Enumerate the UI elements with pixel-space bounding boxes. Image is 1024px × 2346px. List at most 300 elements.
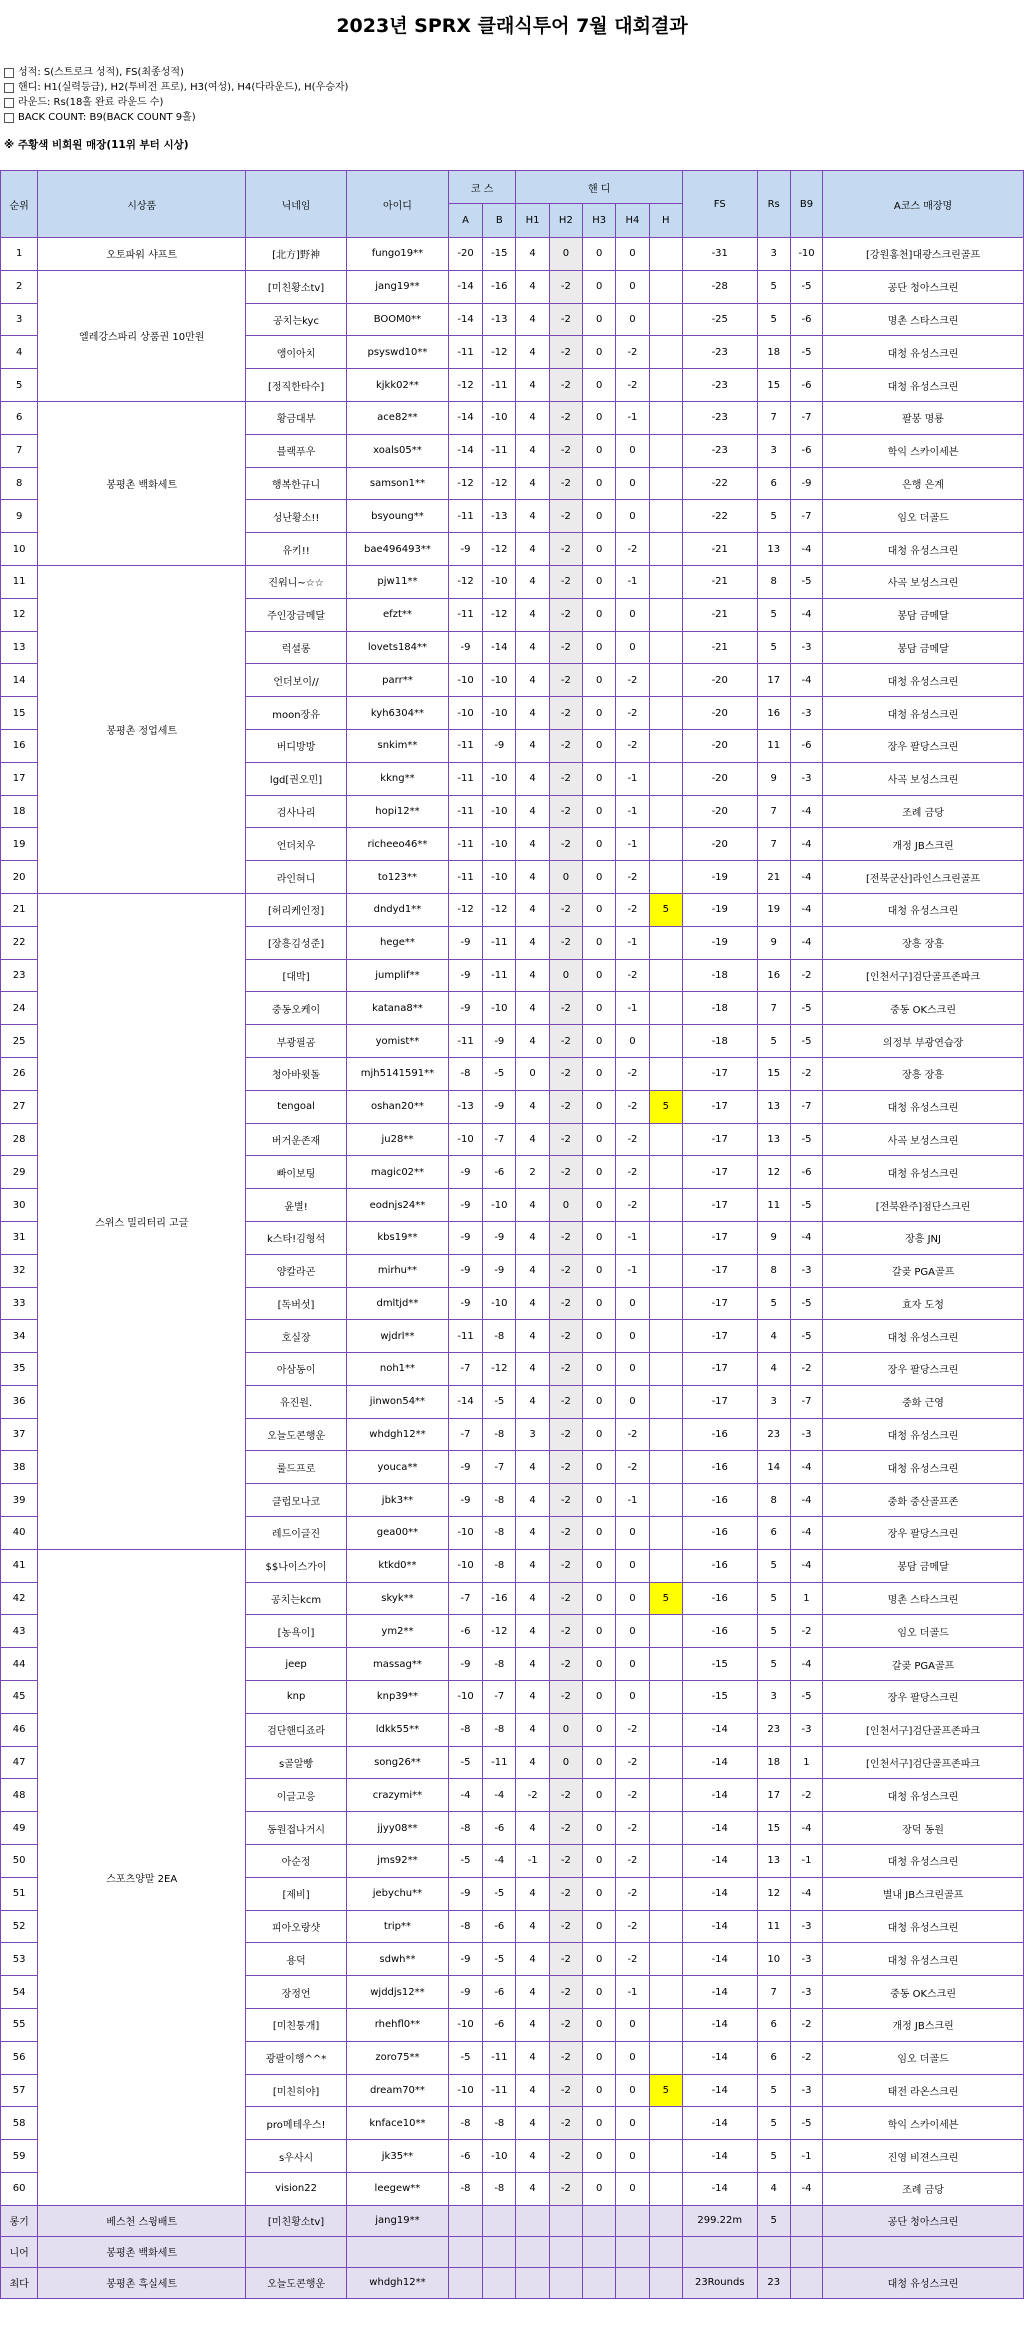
fs-cell: -15	[682, 1681, 757, 1714]
h-cell	[649, 1254, 682, 1287]
rs-cell: 12	[757, 1877, 790, 1910]
a-cell: -9	[448, 1189, 482, 1222]
b9-cell: -3	[790, 697, 822, 730]
b9-cell: -4	[790, 664, 822, 697]
h1-cell: 4	[516, 434, 549, 467]
id-cell: ju28**	[347, 1123, 449, 1156]
fs-cell: -16	[682, 1582, 757, 1615]
b-cell: -10	[483, 1189, 516, 1222]
legend-note-round	[4, 95, 1024, 110]
header-rs: Rs	[757, 171, 790, 238]
b-cell: -9	[483, 1090, 516, 1123]
h2-cell: -2	[549, 1681, 582, 1714]
h3-cell: 0	[583, 270, 616, 303]
h4-cell: 0	[616, 2140, 649, 2173]
h2-cell: -2	[549, 664, 582, 697]
rs-cell: 13	[757, 1123, 790, 1156]
h3-cell: 0	[583, 1681, 616, 1714]
h3-cell: 0	[583, 565, 616, 598]
store-cell: 갈곶 PGA골프	[823, 1254, 1024, 1287]
h2-cell: -2	[549, 565, 582, 598]
a-cell: -7	[448, 1418, 482, 1451]
id-cell: oshan20**	[347, 1090, 449, 1123]
id-cell: kbs19**	[347, 1221, 449, 1254]
rs-cell: 23	[757, 2267, 790, 2298]
id-cell: kkng**	[347, 762, 449, 795]
h3-cell: 0	[583, 1254, 616, 1287]
rank-cell: 43	[1, 1615, 38, 1648]
h1-cell: 4	[516, 1746, 549, 1779]
notice-text: ※ 주황색 비회원 매장(11위 부터 시상)	[4, 139, 189, 151]
rs-cell: 6	[757, 1517, 790, 1550]
h4-cell: 0	[616, 1287, 649, 1320]
prize-cell: 봉평촌 정업세트	[38, 565, 246, 893]
h1-cell: 4	[516, 1812, 549, 1845]
h3-cell: 0	[583, 1484, 616, 1517]
fs-cell: -22	[682, 500, 757, 533]
h3-cell	[583, 2205, 616, 2236]
h1-cell: 4	[516, 1615, 549, 1648]
nickname-cell: [제비]	[246, 1877, 347, 1910]
b9-cell: -3	[790, 631, 822, 664]
a-cell: -10	[448, 1123, 482, 1156]
rank-cell: 58	[1, 2107, 38, 2140]
fs-cell: -14	[682, 2041, 757, 2074]
b-cell: -10	[483, 992, 516, 1025]
h3-cell: 0	[583, 434, 616, 467]
fs-cell: -20	[682, 664, 757, 697]
a-cell: -11	[448, 500, 482, 533]
id-cell: dream70**	[347, 2074, 449, 2107]
h4-cell	[616, 2205, 649, 2236]
rank-cell: 15	[1, 697, 38, 730]
header-store: A코스 매장명	[823, 171, 1024, 238]
rs-cell: 4	[757, 1320, 790, 1353]
b-cell: -5	[483, 1385, 516, 1418]
h2-cell: -2	[549, 303, 582, 336]
rank-cell: 8	[1, 467, 38, 500]
store-cell: 대청 유성스크린	[823, 1943, 1024, 1976]
h1-cell: -2	[516, 1779, 549, 1812]
h-cell	[649, 467, 682, 500]
b-cell	[483, 2205, 516, 2236]
id-cell: ace82**	[347, 401, 449, 434]
h1-cell: 4	[516, 1549, 549, 1582]
h-cell	[649, 434, 682, 467]
store-cell: 임오 더골드	[823, 2041, 1024, 2074]
h2-cell: -2	[549, 2107, 582, 2140]
id-cell: katana8**	[347, 992, 449, 1025]
rs-cell: 10	[757, 1943, 790, 1976]
h4-cell: -2	[616, 893, 649, 926]
h-cell	[649, 2205, 682, 2236]
id-cell: mjh5141591**	[347, 1057, 449, 1090]
h1-cell: 4	[516, 303, 549, 336]
header-rank: 순위	[1, 171, 38, 238]
h-cell	[649, 1910, 682, 1943]
id-cell: samson1**	[347, 467, 449, 500]
h3-cell: 0	[583, 1877, 616, 1910]
h2-cell: -2	[549, 598, 582, 631]
nickname-cell: 검단핸디죠라	[246, 1713, 347, 1746]
nickname-cell: 장정언	[246, 1976, 347, 2009]
a-cell: -9	[448, 1976, 482, 2009]
h-cell	[649, 1812, 682, 1845]
nickname-cell: 양칼라곤	[246, 1254, 347, 1287]
h-cell	[649, 729, 682, 762]
a-cell: -20	[448, 238, 482, 271]
id-cell: BOOM0**	[347, 303, 449, 336]
a-cell: -11	[448, 1025, 482, 1058]
b-cell: -13	[483, 303, 516, 336]
h-cell	[649, 1615, 682, 1648]
rank-cell: 54	[1, 1976, 38, 2009]
h-cell	[649, 1221, 682, 1254]
h-cell: 5	[649, 1090, 682, 1123]
a-cell: -9	[448, 959, 482, 992]
h1-cell: 4	[516, 336, 549, 369]
a-cell: -11	[448, 762, 482, 795]
rs-cell: 15	[757, 369, 790, 402]
header-course: 코 스	[448, 171, 516, 204]
nickname-cell: 아순정	[246, 1845, 347, 1878]
b-cell: -9	[483, 1025, 516, 1058]
store-cell: 장우 팔당스크린	[823, 729, 1024, 762]
h2-cell: 0	[549, 1746, 582, 1779]
id-cell: jang19**	[347, 2205, 449, 2236]
b-cell: -12	[483, 467, 516, 500]
h4-cell: 0	[616, 238, 649, 271]
rs-cell: 16	[757, 959, 790, 992]
rank-cell: 38	[1, 1451, 38, 1484]
a-cell: -11	[448, 336, 482, 369]
a-cell: -9	[448, 1943, 482, 1976]
h2-cell: -2	[549, 926, 582, 959]
h-cell	[649, 336, 682, 369]
h3-cell: 0	[583, 401, 616, 434]
b-cell: -11	[483, 369, 516, 402]
rank-cell: 2	[1, 270, 38, 303]
rank-cell: 52	[1, 1910, 38, 1943]
a-cell	[448, 2236, 482, 2267]
fs-cell: -21	[682, 598, 757, 631]
store-cell: 대청 유성스크린	[823, 1779, 1024, 1812]
b9-cell: -4	[790, 1221, 822, 1254]
a-cell: -10	[448, 2009, 482, 2042]
h4-cell: -2	[616, 664, 649, 697]
h-cell	[649, 1746, 682, 1779]
b-cell: -12	[483, 1615, 516, 1648]
rank-cell: 3	[1, 303, 38, 336]
rank-cell: 16	[1, 729, 38, 762]
h2-cell: -2	[549, 1648, 582, 1681]
h-cell	[649, 1156, 682, 1189]
a-cell: -14	[448, 270, 482, 303]
h2-cell: -2	[549, 1090, 582, 1123]
rs-cell: 3	[757, 238, 790, 271]
rs-cell: 7	[757, 1976, 790, 2009]
h3-cell: 0	[583, 2009, 616, 2042]
h3-cell: 0	[583, 729, 616, 762]
h2-cell: -2	[549, 2173, 582, 2206]
b9-cell: -4	[790, 861, 822, 894]
id-cell: eodnjs24**	[347, 1189, 449, 1222]
a-cell: -14	[448, 1385, 482, 1418]
h1-cell: 4	[516, 664, 549, 697]
a-cell: -11	[448, 828, 482, 861]
h4-cell: 0	[616, 1681, 649, 1714]
store-cell: 봉담 금메달	[823, 631, 1024, 664]
nickname-cell: 공치는kyc	[246, 303, 347, 336]
h2-cell: -2	[549, 401, 582, 434]
a-cell: -10	[448, 1517, 482, 1550]
nickname-cell: $$나이스가이	[246, 1549, 347, 1582]
b9-cell: -2	[790, 2009, 822, 2042]
store-cell	[823, 2236, 1024, 2267]
h2-cell: -2	[549, 1517, 582, 1550]
h3-cell: 0	[583, 1287, 616, 1320]
rank-cell: 42	[1, 1582, 38, 1615]
h4-cell: 0	[616, 1320, 649, 1353]
b9-cell: -4	[790, 828, 822, 861]
a-cell: -12	[448, 893, 482, 926]
h-cell	[649, 1353, 682, 1386]
h4-cell: -2	[616, 1123, 649, 1156]
h-cell	[649, 926, 682, 959]
rs-cell: 15	[757, 1057, 790, 1090]
b9-cell: -3	[790, 762, 822, 795]
nickname-cell: 공치는kcm	[246, 1582, 347, 1615]
store-cell: [인천서구]검단골프존파크	[823, 1746, 1024, 1779]
rs-cell	[757, 2236, 790, 2267]
h3-cell	[583, 2267, 616, 2298]
rs-cell: 21	[757, 861, 790, 894]
note-text: 성적: S(스트로크 성적), FS(최종성적)	[18, 67, 184, 78]
rank-cell: 27	[1, 1090, 38, 1123]
h3-cell: 0	[583, 1385, 616, 1418]
id-cell: fungo19**	[347, 238, 449, 271]
header-h1: H1	[516, 204, 549, 238]
h1-cell: 4	[516, 795, 549, 828]
h2-cell: -2	[549, 992, 582, 1025]
a-cell: -11	[448, 729, 482, 762]
h2-cell: -2	[549, 1845, 582, 1878]
a-cell: -6	[448, 2140, 482, 2173]
rank-cell: 32	[1, 1254, 38, 1287]
fs-cell: -14	[682, 1779, 757, 1812]
h4-cell: -2	[616, 1156, 649, 1189]
fs-cell: -14	[682, 1812, 757, 1845]
h1-cell: 4	[516, 533, 549, 566]
rs-cell: 5	[757, 631, 790, 664]
id-cell: lovets184**	[347, 631, 449, 664]
store-cell: 별내 JB스크린골프	[823, 1877, 1024, 1910]
h-cell	[649, 1287, 682, 1320]
h4-cell: 0	[616, 1517, 649, 1550]
a-cell: -10	[448, 2074, 482, 2107]
h2-cell: -2	[549, 1812, 582, 1845]
prize-cell: 스위스 밀리터리 고글	[38, 893, 246, 1549]
h1-cell: 4	[516, 762, 549, 795]
rank-cell: 24	[1, 992, 38, 1025]
rank-cell: 4	[1, 336, 38, 369]
h4-cell: -2	[616, 697, 649, 730]
a-cell: -9	[448, 926, 482, 959]
b9-cell: -5	[790, 1320, 822, 1353]
h4-cell: -2	[616, 1779, 649, 1812]
header-nickname: 닉네임	[246, 171, 347, 238]
store-cell: 중동 OK스크린	[823, 992, 1024, 1025]
nickname-cell: 룰드프로	[246, 1451, 347, 1484]
nickname-cell: [장흥김성준]	[246, 926, 347, 959]
store-cell: 대청 유성스크린	[823, 1451, 1024, 1484]
a-cell: -11	[448, 795, 482, 828]
h2-cell: -2	[549, 434, 582, 467]
b9-cell: -3	[790, 1254, 822, 1287]
prize-cell: 엘레강스파리 상품권 10만원	[38, 270, 246, 401]
h3-cell: 0	[583, 1943, 616, 1976]
h4-cell	[616, 2267, 649, 2298]
b-cell: -15	[483, 238, 516, 271]
h1-cell: 4	[516, 1484, 549, 1517]
store-cell: 공단 청아스크린	[823, 2205, 1024, 2236]
b9-cell: -5	[790, 992, 822, 1025]
fs-cell: -17	[682, 1320, 757, 1353]
h3-cell: 0	[583, 467, 616, 500]
fs-cell: -16	[682, 1451, 757, 1484]
h-cell	[649, 1484, 682, 1517]
id-cell: kjkk02**	[347, 369, 449, 402]
store-cell: 팔봉 명룡	[823, 401, 1024, 434]
results-table	[0, 170, 1024, 2299]
h1-cell: 4	[516, 2140, 549, 2173]
b9-cell: -4	[790, 1648, 822, 1681]
h3-cell: 0	[583, 1779, 616, 1812]
rank-cell: 30	[1, 1189, 38, 1222]
id-cell: song26**	[347, 1746, 449, 1779]
rs-cell: 5	[757, 1287, 790, 1320]
award-label-cell: 최다	[1, 2267, 38, 2298]
h3-cell: 0	[583, 2107, 616, 2140]
h4-cell: -2	[616, 1713, 649, 1746]
b-cell: -4	[483, 1779, 516, 1812]
rs-cell: 19	[757, 893, 790, 926]
h4-cell: -2	[616, 959, 649, 992]
h2-cell: -2	[549, 1976, 582, 2009]
b-cell: -8	[483, 1484, 516, 1517]
id-cell: wjddjs12**	[347, 1976, 449, 2009]
nickname-cell: k스타!김형석	[246, 1221, 347, 1254]
rank-cell: 51	[1, 1877, 38, 1910]
id-cell: jinwon54**	[347, 1385, 449, 1418]
h3-cell: 0	[583, 697, 616, 730]
h2-cell: -2	[549, 1484, 582, 1517]
h-cell: 5	[649, 893, 682, 926]
fs-cell: -17	[682, 1254, 757, 1287]
h4-cell: 0	[616, 2173, 649, 2206]
h2-cell: -2	[549, 1287, 582, 1320]
h1-cell: 4	[516, 401, 549, 434]
header-h2: H2	[549, 204, 582, 238]
nickname-cell: 용덕	[246, 1943, 347, 1976]
h4-cell: 0	[616, 598, 649, 631]
store-cell: 봉담 금메달	[823, 598, 1024, 631]
id-cell: jk35**	[347, 2140, 449, 2173]
b-cell: -12	[483, 598, 516, 631]
b-cell: -9	[483, 1221, 516, 1254]
h-cell	[649, 1713, 682, 1746]
table-row	[1, 238, 1024, 271]
store-cell: 대청 유성스크린	[823, 664, 1024, 697]
store-cell: 대청 유성스크린	[823, 697, 1024, 730]
h-cell	[649, 238, 682, 271]
b-cell: -10	[483, 565, 516, 598]
rank-cell: 17	[1, 762, 38, 795]
rank-cell: 48	[1, 1779, 38, 1812]
h4-cell: -2	[616, 533, 649, 566]
b9-cell: -4	[790, 1517, 822, 1550]
b9-cell: -5	[790, 1189, 822, 1222]
rs-cell: 12	[757, 1156, 790, 1189]
table-row	[1, 893, 1024, 926]
rank-cell: 19	[1, 828, 38, 861]
rs-cell: 16	[757, 697, 790, 730]
id-cell: pjw11**	[347, 565, 449, 598]
nickname-cell: tengoal	[246, 1090, 347, 1123]
b9-cell: -5	[790, 565, 822, 598]
rank-cell: 56	[1, 2041, 38, 2074]
h-cell	[649, 303, 682, 336]
a-cell: -9	[448, 1254, 482, 1287]
award-prize-cell: 봉평촌 백화세트	[38, 2236, 246, 2267]
id-cell: to123**	[347, 861, 449, 894]
h3-cell: 0	[583, 1648, 616, 1681]
b-cell: -10	[483, 697, 516, 730]
b-cell: -10	[483, 828, 516, 861]
header-h: H	[649, 204, 682, 238]
h2-cell: -2	[549, 762, 582, 795]
rs-cell: 4	[757, 2173, 790, 2206]
h4-cell: 0	[616, 467, 649, 500]
h2-cell: -2	[549, 1451, 582, 1484]
h2-cell	[549, 2267, 582, 2298]
a-cell: -9	[448, 1648, 482, 1681]
h3-cell: 0	[583, 1320, 616, 1353]
rs-cell: 13	[757, 1845, 790, 1878]
special-award-row	[1, 2267, 1024, 2298]
legend-notes	[0, 52, 1024, 125]
h1-cell: 4	[516, 729, 549, 762]
a-cell: -9	[448, 1451, 482, 1484]
id-cell: whdgh12**	[347, 1418, 449, 1451]
header-b: B	[483, 204, 516, 238]
h4-cell: 0	[616, 500, 649, 533]
a-cell: -9	[448, 631, 482, 664]
h1-cell: 4	[516, 1090, 549, 1123]
b-cell: -8	[483, 1549, 516, 1582]
checkbox-icon	[4, 68, 14, 78]
table-row	[1, 270, 1024, 303]
h1-cell: 4	[516, 1648, 549, 1681]
h-cell	[649, 697, 682, 730]
h3-cell: 0	[583, 1845, 616, 1878]
b-cell: -8	[483, 1713, 516, 1746]
store-cell: 대청 유성스크린	[823, 1156, 1024, 1189]
h3-cell: 0	[583, 2041, 616, 2074]
h4-cell: -2	[616, 1189, 649, 1222]
rs-cell: 5	[757, 1582, 790, 1615]
h4-cell: -2	[616, 1910, 649, 1943]
